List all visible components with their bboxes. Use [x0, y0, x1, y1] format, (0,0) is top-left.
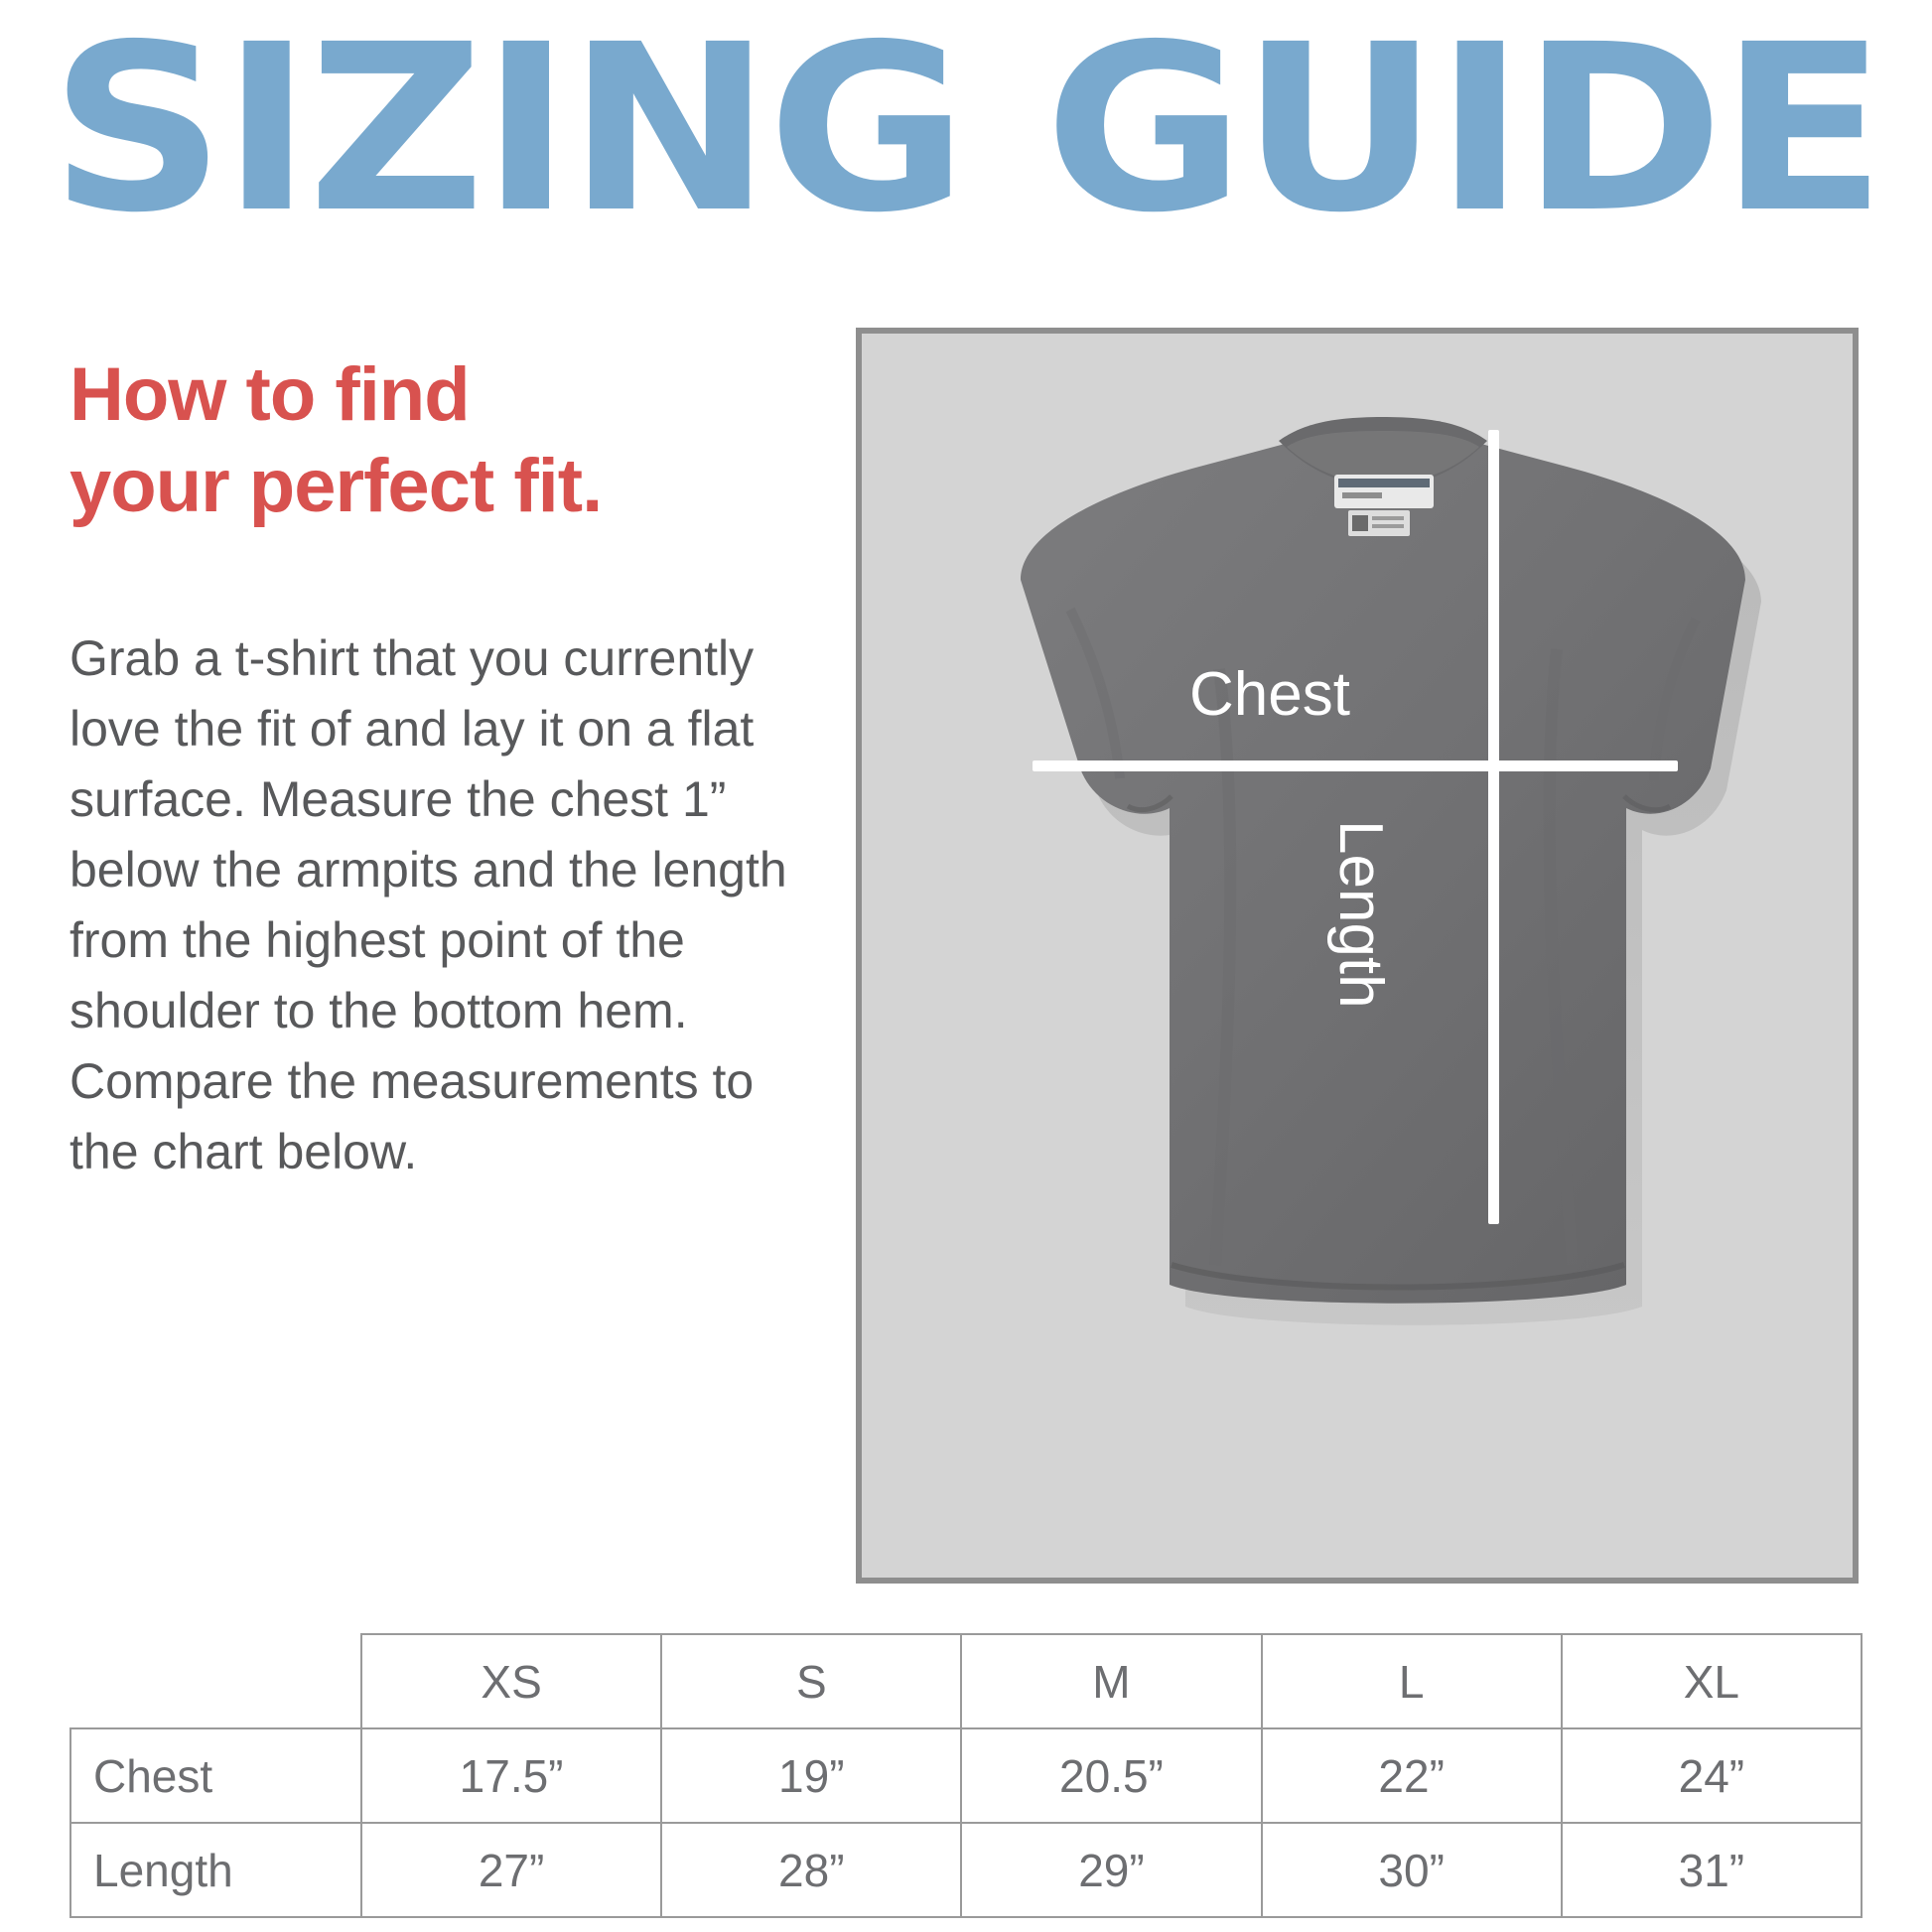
table-col-header-l: L	[1262, 1634, 1562, 1728]
chest-l: 22”	[1262, 1728, 1562, 1823]
table-col-header-xl: XL	[1562, 1634, 1862, 1728]
intro-body-text: Grab a t-shirt that you currently love the fit of and lay it on a flat surface. Measure the chest 1” below the armpits and the length from the highest point of the shoulder to the bottom hem. Compare the measurements to the chart below.	[69, 630, 787, 1179]
length-xl: 31”	[1562, 1823, 1862, 1917]
length-l: 30”	[1262, 1823, 1562, 1917]
table-row-header-chest: Chest	[70, 1728, 361, 1823]
table-row	[70, 1728, 1862, 1823]
chest-measure-line	[1033, 760, 1678, 771]
page-title: SIZING GUIDE	[49, 0, 1882, 263]
table-col-header-s: S	[661, 1634, 961, 1728]
intro-column	[69, 349, 854, 1187]
chest-m: 20.5”	[961, 1728, 1261, 1823]
chest-s: 19”	[661, 1728, 961, 1823]
intro-subheading-line1: How to find	[69, 352, 470, 437]
chest-xs: 17.5”	[361, 1728, 661, 1823]
length-m: 29”	[961, 1823, 1261, 1917]
tshirt-illustration	[862, 334, 1853, 1578]
length-label: Length	[1326, 820, 1395, 1009]
length-s: 28”	[661, 1823, 961, 1917]
size-chart-table	[69, 1633, 1863, 1918]
chest-label: Chest	[1189, 660, 1350, 729]
table-col-header-xs: XS	[361, 1634, 661, 1728]
table-corner-cell	[70, 1634, 361, 1728]
intro-subheading	[69, 349, 854, 532]
table-row	[70, 1823, 1862, 1917]
chest-xl: 24”	[1562, 1728, 1862, 1823]
table-col-header-m: M	[961, 1634, 1261, 1728]
table-header-row	[70, 1634, 1862, 1728]
length-measure-line	[1488, 430, 1499, 1224]
length-xs: 27”	[361, 1823, 661, 1917]
table-row-header-length: Length	[70, 1823, 361, 1917]
intro-subheading-line2: your perfect fit.	[69, 444, 603, 528]
tshirt-diagram-panel	[856, 328, 1859, 1584]
